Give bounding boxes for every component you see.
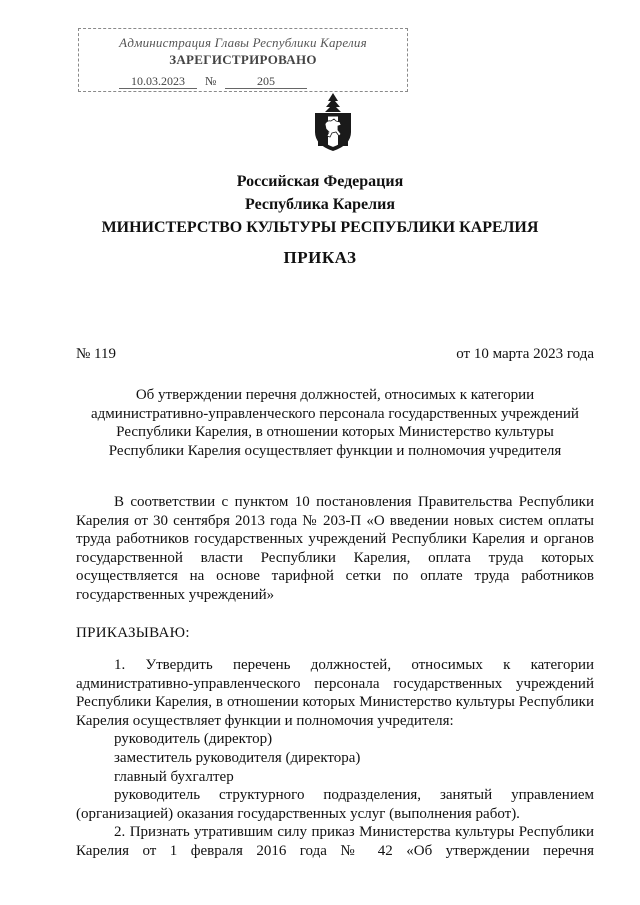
stamp-organization: Администрация Главы Республики Карелия (119, 35, 367, 50)
registration-stamp (78, 28, 408, 92)
preamble-line: В соответствии с пунктом 10 постановления Правительства Республики (114, 494, 594, 510)
preamble-line: государственной власти Республики Карелия, оплата труда которых (76, 549, 594, 566)
stamp-number-sign: № (205, 74, 217, 88)
order-subject (76, 386, 594, 460)
order-date: от 10 марта 2023 года (456, 346, 594, 362)
preamble-line: осуществляется на основе тарифной сетки по оплате труда работников (76, 568, 594, 585)
preamble-line: Карелия от 30 сентября 2013 года № 203-П «О введении новых систем оплаты (76, 512, 594, 529)
order-number: № 119 (76, 346, 117, 362)
item-2-line: 2. Признать утратившим силу приказ Министерства культуры Республики (114, 824, 594, 841)
preamble-line: государственных учреждений» (76, 586, 275, 603)
position-item: заместитель руководителя (директора) (114, 749, 361, 766)
subject-line: Республики Карелия, в отношении которых Министерство культуры (116, 424, 554, 440)
position-item: (организацией) оказания государственных услуг (выполнения работ). (76, 805, 520, 822)
stamp-date: 10.03.2023 (119, 75, 197, 89)
subject-line: Об утверждении перечня должностей, относимых к категории (135, 387, 535, 403)
preamble-paragraph (76, 493, 594, 605)
document-type: ПРИКАЗ (283, 248, 357, 267)
stamp-number: 205 (225, 75, 307, 89)
item-1-paragraph (76, 656, 594, 861)
header-federation: Российская Федерация (236, 173, 404, 190)
position-item: руководитель (директор) (114, 731, 273, 748)
item-2-line: Карелия от 1 февраля 2016 года № 42 «Об утверждении перечня (76, 842, 594, 859)
preamble-line: труда работников государственных учреждений Республики Карелия и органов (76, 531, 594, 548)
subject-line: административно-управленческого персонала государственных учреждений (91, 405, 579, 422)
subject-line: Республики Карелия осуществляет функции и полномочия учредителя (108, 442, 562, 459)
item-1-line: Республики Карелия, в отношении которых Министерство культуры Республики (76, 694, 594, 711)
karelia-coat-of-arms-icon (311, 92, 355, 152)
position-item: руководитель структурного подразделения, занятый управлением (114, 787, 594, 804)
header-republic: Республика Карелия (245, 196, 395, 213)
stamp-registered: ЗАРЕГИСТРИРОВАНО (169, 52, 317, 67)
position-item: главный бухгалтер (114, 768, 234, 785)
decree-word: ПРИКАЗЫВАЮ: (76, 625, 190, 641)
header-ministry: МИНИСТЕРСТВО КУЛЬТУРЫ РЕСПУБЛИКИ КАРЕЛИЯ (101, 219, 539, 236)
item-1-line: 1. Утвердить перечень должностей, относимых к категории (114, 657, 594, 673)
item-1-line: административно-управленческого персонала государственных учреждений (76, 675, 594, 692)
item-1-line: Карелия осуществляет функции и полномочия учредителя: (76, 712, 454, 729)
